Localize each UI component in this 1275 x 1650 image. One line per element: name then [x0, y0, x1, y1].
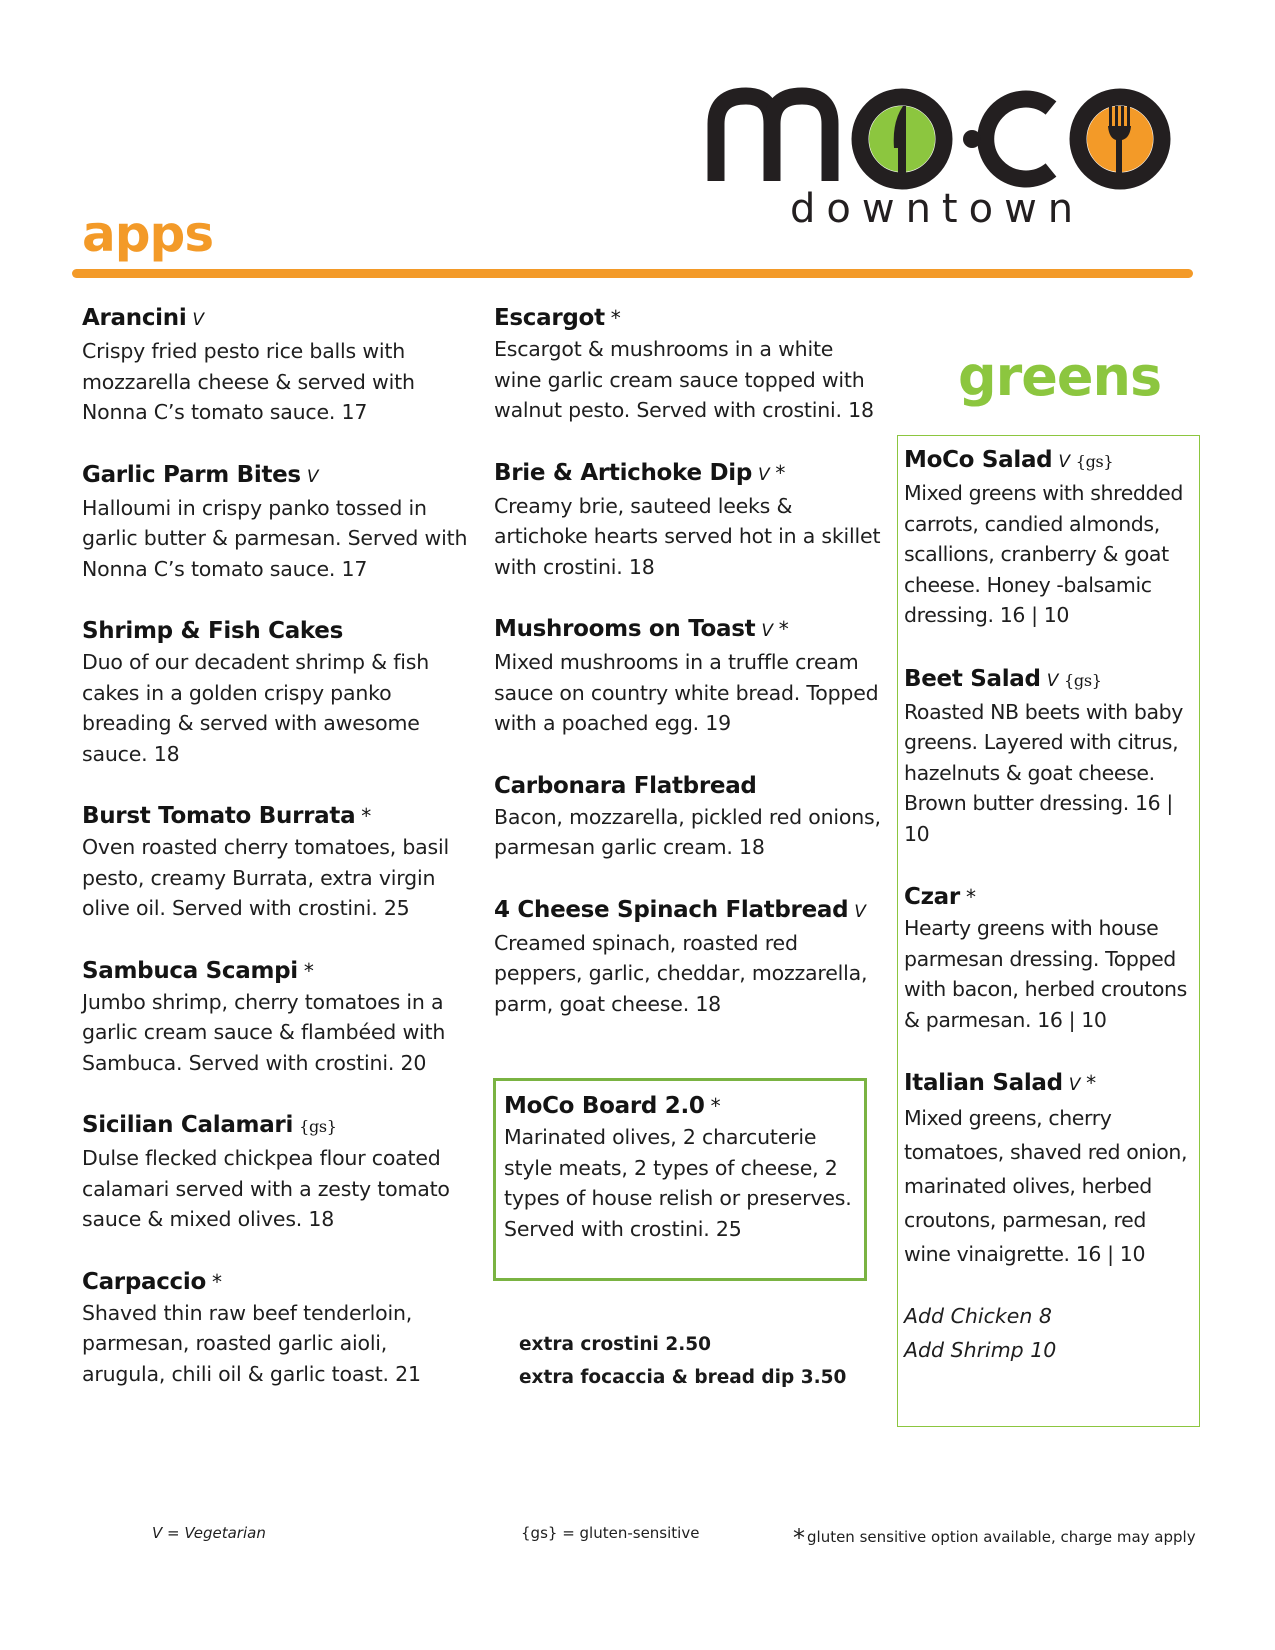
vegetarian-mark: V [1058, 452, 1070, 472]
item-name: MoCo Salad [904, 447, 1053, 473]
legend-gluten-option [793, 1524, 1196, 1552]
gluten-option-star: * [778, 617, 789, 641]
item-name: Mushrooms on Toast [494, 616, 756, 642]
item-name: Burst Tomato Burrata [82, 803, 356, 829]
gluten-option-star: * [965, 885, 976, 909]
legend-vegetarian: V = Vegetarian [152, 1524, 266, 1542]
vegetarian-mark: V [1046, 670, 1059, 691]
item-description: Mixed greens with shredded carrots, candied almonds, scallions, cranberry & goat cheese. Honey -balsamic dressing. 16 | 10 [904, 481, 1183, 627]
menu-item-moco-salad [904, 444, 1193, 631]
item-description: Duo of our decadent shrimp & fish cakes in a golden crispy panko breading & served with awesome sauce. 18 [82, 650, 430, 766]
menu-item-czar [904, 881, 1193, 1035]
gluten-option-star: * [1086, 1071, 1096, 1095]
item-name: MoCo Board 2.0 [504, 1093, 705, 1119]
item-description: Oven roasted cherry tomatoes, basil pesto, creamy Burrata, extra virgin olive oil. Served with crostini. 25 [82, 835, 450, 920]
gluten-option-star: * [710, 1094, 721, 1118]
vegetarian-mark: V [761, 621, 773, 641]
menu-item-sicilian-calamari [82, 1109, 472, 1235]
gluten-option-star: * [211, 1269, 222, 1294]
item-description-price: Served with crostini. 25 [504, 1216, 742, 1241]
greens-box [897, 435, 1200, 1427]
item-description: Marinated olives, 2 charcuterie style meats, 2 types of cheese, 2 types of house relish or preserves. [504, 1125, 852, 1210]
legend-star-symbol: * [793, 1524, 805, 1552]
item-description: Creamed spinach, roasted red peppers, garlic, cheddar, mozzarella, parm, goat cheese. 18 [494, 930, 868, 1016]
menu-item-carpaccio [82, 1266, 472, 1390]
item-description: Mixed mushrooms in a truffle cream sauce on country white bread. Topped with a poached egg. 19 [494, 650, 879, 735]
item-description: Bacon, mozzarella, pickled red onions, parmesan garlic cream. 18 [494, 804, 881, 859]
item-description: Crispy fried pesto rice balls with mozzarella cheese & served with Nonna C’s tomato sauce. 17 [82, 339, 415, 424]
item-description: Dulse flecked chickpea flour coated calamari served with a zesty tomato sauce & mixed olives. 18 [82, 1146, 450, 1231]
vegetarian-mark: V [1068, 1075, 1081, 1095]
item-description: Jumbo shrimp, cherry tomatoes in a garlic cream sauce & flambéed with Sambuca. Served with crostini. 20 [82, 989, 446, 1075]
apps-column-1 [82, 302, 472, 1420]
gluten-sensitive-mark: {gs} [299, 1117, 337, 1136]
gluten-option-star: * [303, 958, 314, 983]
gluten-option-star: * [775, 460, 786, 485]
item-name: 4 Cheese Spinach Flatbread [494, 896, 849, 923]
item-name: Shrimp & Fish Cakes [82, 618, 344, 644]
salad-addons [904, 1299, 1193, 1367]
item-description: Hearty greens with house parmesan dressing. Topped with bacon, herbed croutons & parmesan. 16 | 10 [904, 916, 1187, 1032]
menu-item-shrimp-fish-cakes [82, 615, 472, 769]
menu-item-burst-tomato-burrata [82, 800, 472, 924]
menu-item-arancini [82, 302, 472, 428]
vegetarian-mark: V [306, 466, 319, 487]
moco-board-box [493, 1078, 867, 1281]
vegetarian-mark: V [854, 901, 866, 922]
item-name: Sambuca Scampi [82, 957, 298, 984]
menu-item-sambuca-scampi [82, 955, 472, 1079]
item-description: Halloumi in crispy panko tossed in garlic butter & parmesan. Served with Nonna C’s tomato sauce. 17 [82, 495, 468, 581]
item-name: Escargot [494, 305, 605, 331]
item-name: Brie & Artichoke Dip [494, 459, 752, 486]
item-name: Beet Salad [904, 665, 1041, 692]
item-description: Creamy brie, sauteed leeks & artichoke hearts served hot in a skillet with crostini. 18 [494, 493, 881, 579]
item-name: Arancini [82, 305, 187, 331]
menu-item-beet-salad [904, 663, 1193, 850]
menu-item-carbonara-flatbread [494, 770, 884, 863]
menu-item-garlic-parm-bites [82, 459, 472, 585]
gluten-option-star: * [361, 804, 371, 828]
gluten-sensitive-mark: {gs} [1075, 452, 1114, 471]
extras-list [519, 1328, 846, 1394]
greens-heading: greens [958, 345, 1162, 408]
gluten-option-star: * [610, 306, 621, 330]
apps-heading: apps [82, 205, 214, 263]
legend-star-note: gluten sensitive option available, charge may apply [807, 1528, 1196, 1546]
item-name: Carbonara Flatbread [494, 772, 757, 799]
menu-item-brie-artichoke-dip [494, 457, 884, 583]
addon-chicken: Add Chicken 8 [904, 1304, 1052, 1328]
gluten-sensitive-mark: {gs} [1064, 670, 1102, 690]
orange-divider [72, 269, 1193, 278]
moco-downtown-logo [706, 78, 1176, 258]
apps-column-2 [494, 302, 884, 1050]
vegetarian-mark: V [192, 310, 204, 330]
item-name: Carpaccio [82, 1268, 206, 1295]
logo-subtitle: downtown [790, 186, 1085, 232]
item-name: Sicilian Calamari [82, 1112, 294, 1138]
item-name: Garlic Parm Bites [82, 461, 301, 488]
menu-item-mushrooms-on-toast [494, 613, 884, 739]
menu-item-italian-salad [904, 1067, 1193, 1271]
extra-crostini: extra crostini 2.50 [519, 1334, 711, 1355]
menu-item-escargot [494, 302, 884, 426]
legend-gluten-sensitive: {gs} = gluten-sensitive [521, 1524, 700, 1542]
item-name: Czar [904, 884, 960, 910]
item-name: Italian Salad [904, 1070, 1063, 1096]
item-description: Escargot & mushrooms in a white wine garlic cream sauce topped with walnut pesto. Served with crostini. 18 [494, 337, 874, 422]
item-description: Roasted NB beets with baby greens. Layered with citrus, hazelnuts & goat cheese. Brown butter dressing. 16 | 10 [904, 699, 1184, 846]
vegetarian-mark: V [757, 464, 770, 485]
addon-shrimp: Add Shrimp 10 [904, 1338, 1057, 1362]
item-description: Shaved thin raw beef tenderloin, parmesan, roasted garlic aioli, arugula, chili oil & garlic toast. 21 [82, 1300, 421, 1386]
menu-item-4-cheese-spinach-flatbread [494, 894, 884, 1020]
item-description: Mixed greens, cherry tomatoes, shaved red onion, marinated olives, herbed croutons, parmesan, red wine vinaigrette. 16 | 10 [904, 1106, 1188, 1266]
extra-focaccia: extra focaccia & bread dip 3.50 [519, 1367, 847, 1388]
